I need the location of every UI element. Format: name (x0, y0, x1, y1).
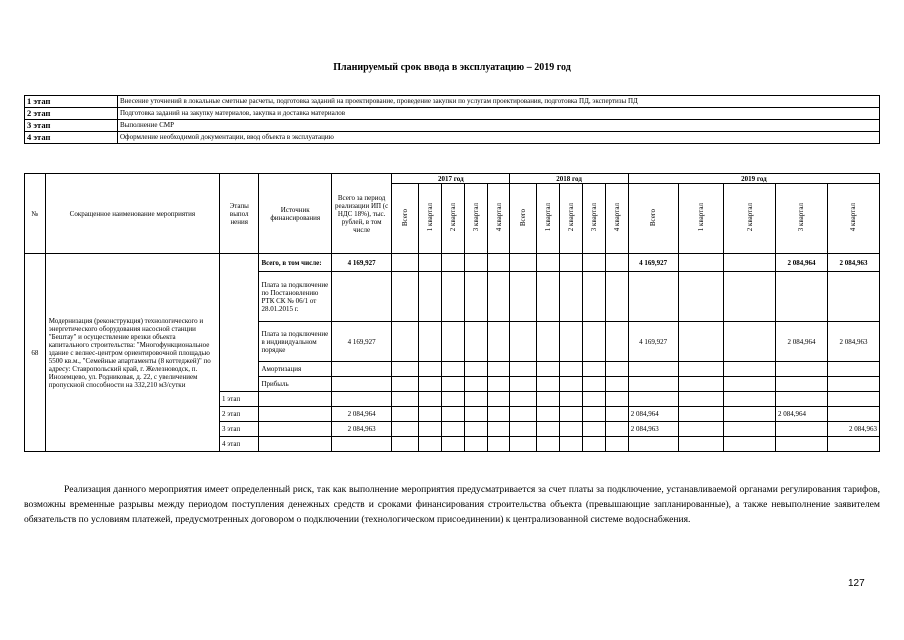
financing-table (24, 173, 880, 452)
header-row (25, 174, 880, 184)
cell (441, 407, 464, 422)
col-2019-all (628, 184, 678, 254)
stage-cell-empty (220, 254, 259, 392)
cell (583, 392, 606, 407)
cell (678, 377, 724, 392)
cell (441, 362, 464, 377)
cell (583, 254, 606, 272)
header-label: Всего (401, 208, 410, 227)
cell (419, 377, 442, 392)
cell-2019-q4 (827, 272, 879, 322)
cell (487, 377, 510, 392)
measure-name (45, 254, 219, 452)
cell (419, 407, 442, 422)
cell (678, 362, 724, 377)
stage-name: 2 этап (25, 108, 118, 120)
cell (510, 272, 537, 322)
total-cell (332, 392, 392, 407)
stage-description: Внесение уточнений в локальные сметные расчеты, подготовка заданий на проектирование, проведение закупки по услугам проектирования, подготовка ПД, экспертизы ПД (118, 96, 880, 108)
cell (560, 254, 583, 272)
col-2018-all (510, 184, 537, 254)
total-cell (332, 377, 392, 392)
cell (419, 392, 442, 407)
total-cell: 4 169,927 (332, 322, 392, 362)
cell (678, 322, 724, 362)
col-total: Всего за период реализации ИП (с НДС 18%), тыс. рублей, в том числе (332, 174, 392, 254)
cell (560, 377, 583, 392)
cell (487, 407, 510, 422)
cell (487, 272, 510, 322)
cell (678, 422, 724, 437)
col-year-2019: 2019 год (628, 174, 879, 184)
stage-label: 2 этап (220, 407, 259, 422)
total-cell (332, 362, 392, 377)
cell (392, 322, 419, 362)
col-2017-all (392, 184, 419, 254)
cell (487, 254, 510, 272)
cell (392, 422, 419, 437)
col-2017-q4 (487, 184, 510, 254)
cell (537, 392, 560, 407)
cell (464, 322, 487, 362)
col-2017-q3 (464, 184, 487, 254)
cell-2019-q3 (776, 422, 828, 437)
cell-2019-q3 (776, 272, 828, 322)
table-body (25, 254, 880, 452)
stage-label: 4 этап (220, 437, 259, 452)
cell-2019-all (628, 392, 678, 407)
col-2019-q4 (827, 184, 879, 254)
cell (487, 362, 510, 377)
stage-row (25, 120, 880, 132)
cell (560, 407, 583, 422)
cell (392, 362, 419, 377)
source-label: Всего, в том числе: (259, 254, 332, 272)
cell (487, 437, 510, 452)
cell (560, 322, 583, 362)
cell (605, 377, 628, 392)
col-2019-q1 (678, 184, 724, 254)
cell-2019-all: 4 169,927 (628, 322, 678, 362)
cell (464, 377, 487, 392)
col-2019-q2 (724, 184, 776, 254)
cell-2019-q4 (827, 392, 879, 407)
cell (392, 407, 419, 422)
cell (537, 422, 560, 437)
cell-2019-all: 2 084,964 (628, 407, 678, 422)
cell (724, 254, 776, 272)
cell (605, 322, 628, 362)
risk-paragraph: Реализация данного мероприятия имеет определенный риск, так как выполнение мероприятия предусматривается за счет платы за подключение, устанавливаемой органами регулирования тарифов, возможны временные разрывы между периодом поступления денежных средств и сроками финансирования строительства объекта (превышающие запланированные), а также невыполнение заявителем обязательств по условиям платежей, предусмотренных договором о подключении (технологическом присоединении) к централизованной системе водоснабжения. (24, 483, 880, 525)
table-header (25, 174, 880, 254)
cell (464, 362, 487, 377)
source-label: Плата за подключение по Постановлению РТК СК № 06/1 от 28.01.2015 г. (259, 272, 332, 322)
col-name: Сокращенное наименование мероприятия (45, 174, 219, 254)
cell (419, 422, 442, 437)
cell (537, 322, 560, 362)
cell (510, 437, 537, 452)
cell (724, 392, 776, 407)
stage-name: 4 этап (25, 132, 118, 144)
cell (724, 362, 776, 377)
total-cell: 2 084,963 (332, 422, 392, 437)
cell (464, 392, 487, 407)
cell (537, 377, 560, 392)
cell (259, 422, 332, 437)
col-num: № (25, 174, 46, 254)
col-stages: Этапы выпол нения (220, 174, 259, 254)
stage-name: 1 этап (25, 96, 118, 108)
header-label: 1 квартал (696, 203, 705, 232)
cell-2019-q4 (827, 377, 879, 392)
cell-2019-all: 4 169,927 (628, 254, 678, 272)
cell (678, 437, 724, 452)
cell-2019-q4 (827, 407, 879, 422)
stage-row (25, 132, 880, 144)
cell (537, 254, 560, 272)
cell (583, 322, 606, 362)
source-label: Плата за подключение в индивидуальном порядке (259, 322, 332, 362)
cell (259, 407, 332, 422)
cell (392, 254, 419, 272)
cell (441, 437, 464, 452)
cell (560, 422, 583, 437)
cell (583, 377, 606, 392)
header-label: 1 квартал (544, 203, 553, 232)
header-label: 4 квартал (849, 203, 858, 232)
measure-name-text: Модернизация (реконструкция) технологического и энергетического оборудования насосной станции "Бештау" и осуществление врезки объекта капитального строительства: "Многофункциональное здание с велнес-центром ориентировочной площадью 5500 кв.м., "Семейные апартаменты (8 коттеджей)" по адресу: Ставропольский край, г. Железноводск, п. Иноземцево, ул. Родниковая, д. 22, с увеличением пропускной способности на 332,210 м3/сутки (48, 316, 211, 389)
col-year-2017: 2017 год (392, 174, 510, 184)
stage-row (25, 96, 880, 108)
cell (537, 362, 560, 377)
total-cell: 4 169,927 (332, 254, 392, 272)
cell (510, 392, 537, 407)
stage-label: 3 этап (220, 422, 259, 437)
col-2018-q3 (583, 184, 606, 254)
cell (510, 322, 537, 362)
cell (560, 437, 583, 452)
header-label: 4 квартал (612, 203, 621, 232)
cell (583, 272, 606, 322)
cell (419, 254, 442, 272)
cell (392, 392, 419, 407)
cell (537, 437, 560, 452)
cell (464, 254, 487, 272)
cell (605, 437, 628, 452)
cell (560, 272, 583, 322)
cell (678, 407, 724, 422)
col-2017-q1 (419, 184, 442, 254)
source-label: Прибыль (259, 377, 332, 392)
header-label: 2 квартал (567, 203, 576, 232)
cell-2019-all (628, 362, 678, 377)
cell (583, 422, 606, 437)
cell (392, 437, 419, 452)
page-title: Планируемый срок ввода в эксплуатацию – 2019 год (333, 62, 571, 73)
cell (259, 437, 332, 452)
cell-2019-q3 (776, 437, 828, 452)
cell-2019-q3: 2 084,964 (776, 407, 828, 422)
cell-2019-q3 (776, 377, 828, 392)
cell (464, 407, 487, 422)
cell (510, 422, 537, 437)
cell (605, 392, 628, 407)
cell (510, 377, 537, 392)
cell-2019-q3 (776, 362, 828, 377)
cell (392, 272, 419, 322)
cell (419, 437, 442, 452)
stages-table-body (25, 96, 880, 144)
cell (464, 437, 487, 452)
cell (464, 272, 487, 322)
col-year-2018: 2018 год (510, 174, 628, 184)
cell (419, 322, 442, 362)
header-label: 2 квартал (448, 203, 457, 232)
source-label: Амортизация (259, 362, 332, 377)
cell (259, 392, 332, 407)
cell (392, 377, 419, 392)
header-label: 1 квартал (426, 203, 435, 232)
col-2018-q2 (560, 184, 583, 254)
col-2017-q2 (441, 184, 464, 254)
cell (419, 362, 442, 377)
cell (441, 422, 464, 437)
cell-2019-q4: 2 084,963 (827, 254, 879, 272)
cell-2019-q4: 2 084,963 (827, 422, 879, 437)
header-label: 3 квартал (471, 203, 480, 232)
header-label: 2 квартал (745, 203, 754, 232)
cell (583, 407, 606, 422)
cell (724, 272, 776, 322)
cell-2019-q3: 2 084,964 (776, 322, 828, 362)
stage-label: 1 этап (220, 392, 259, 407)
cell (441, 254, 464, 272)
cell (605, 422, 628, 437)
cell (605, 362, 628, 377)
cell-2019-q3 (776, 392, 828, 407)
cell (510, 254, 537, 272)
cell (678, 272, 724, 322)
header-label: 4 квартал (494, 203, 503, 232)
cell (510, 362, 537, 377)
stage-description: Выполнение СМР (118, 120, 880, 132)
cell (464, 422, 487, 437)
cell (537, 272, 560, 322)
col-2018-q4 (605, 184, 628, 254)
cell (724, 322, 776, 362)
total-cell (332, 437, 392, 452)
header-label: Всего (519, 208, 528, 227)
header-label: Всего (649, 208, 658, 227)
cell (605, 272, 628, 322)
total-cell (332, 272, 392, 322)
cell (724, 422, 776, 437)
col-2019-q3 (776, 184, 828, 254)
col-source: Источник финансирования (259, 174, 332, 254)
cell-2019-q4 (827, 437, 879, 452)
stages-table (24, 95, 880, 144)
stage-description: Подготовка заданий на закупку материалов, закупка и доставка материалов (118, 108, 880, 120)
header-label: 3 квартал (797, 203, 806, 232)
cell (487, 422, 510, 437)
cell (678, 392, 724, 407)
cell-2019-q3: 2 084,964 (776, 254, 828, 272)
cell (560, 362, 583, 377)
cell (487, 322, 510, 362)
cell (441, 322, 464, 362)
cell (724, 437, 776, 452)
cell (487, 392, 510, 407)
cell (510, 407, 537, 422)
cell (441, 272, 464, 322)
cell (441, 392, 464, 407)
cell (724, 377, 776, 392)
cell (605, 254, 628, 272)
cell-2019-all (628, 437, 678, 452)
cell (419, 272, 442, 322)
cell (605, 407, 628, 422)
table-row (25, 254, 880, 272)
cell (560, 392, 583, 407)
cell-2019-all (628, 272, 678, 322)
cell (678, 254, 724, 272)
stage-description: Оформление необходимой документации, ввод объекта в эксплуатацию (118, 132, 880, 144)
cell-2019-q4 (827, 362, 879, 377)
cell (441, 377, 464, 392)
cell (724, 407, 776, 422)
stage-name: 3 этап (25, 120, 118, 132)
cell (537, 407, 560, 422)
col-2018-q1 (537, 184, 560, 254)
stage-row (25, 108, 880, 120)
page-number: 127 (848, 578, 865, 589)
cell-2019-all (628, 377, 678, 392)
cell (583, 362, 606, 377)
cell (583, 437, 606, 452)
row-number: 68 (25, 254, 46, 452)
total-cell: 2 084,964 (332, 407, 392, 422)
cell-2019-all: 2 084,963 (628, 422, 678, 437)
header-label: 3 квартал (589, 203, 598, 232)
cell-2019-q4: 2 084,963 (827, 322, 879, 362)
